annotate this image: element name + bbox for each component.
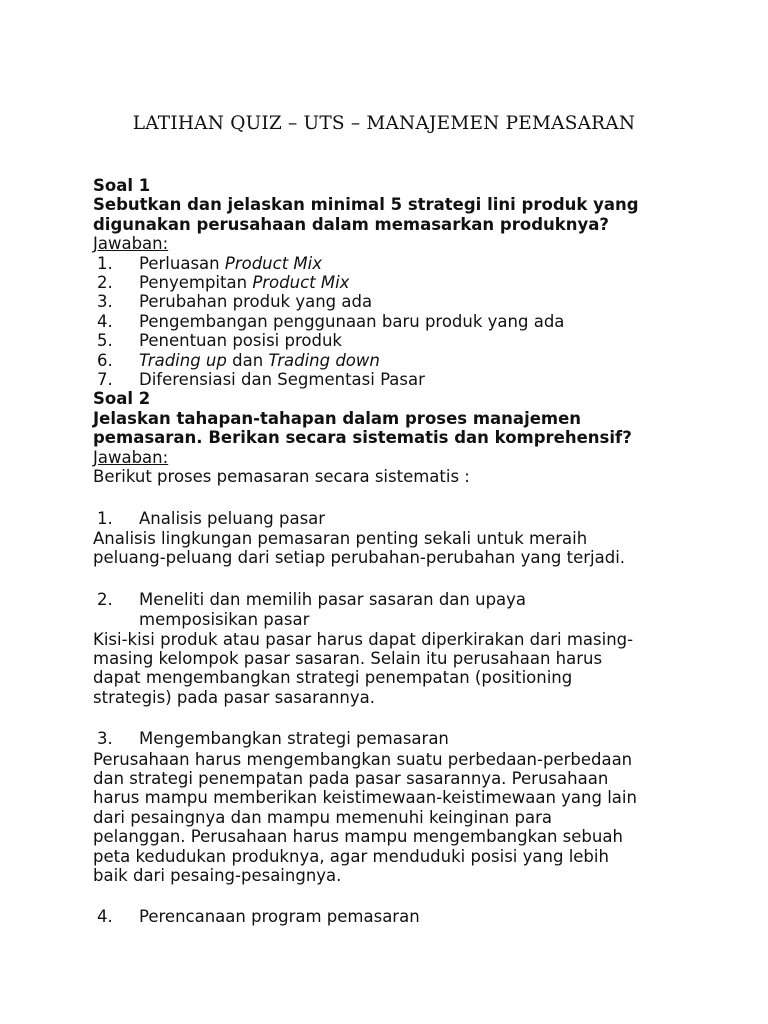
item-text-italic: Trading down bbox=[268, 350, 380, 370]
item-number: 2. bbox=[97, 273, 113, 293]
step-1-heading bbox=[93, 509, 683, 528]
step-3-body-line: Perusahaan harus mengembangkan suatu perbedaan-perbedaan bbox=[93, 749, 633, 769]
step-3-body-line: dari pesaingnya dan mampu memenuhi keinginan para bbox=[93, 807, 552, 827]
document-title: LATIHAN QUIZ – UTS – MANAJEMEN PEMASARAN bbox=[132, 113, 636, 134]
soal1-item-6 bbox=[93, 351, 683, 370]
soal1-question-line-2: digunakan perusahaan dalam memasarkan produknya? bbox=[93, 214, 609, 234]
item-text: Perluasan bbox=[139, 253, 225, 273]
soal1-item-5 bbox=[93, 331, 683, 350]
item-text: Penyempitan bbox=[139, 273, 253, 293]
step-3-heading bbox=[93, 729, 683, 748]
step-3-body-line: dan strategi penempatan pada pasar sasarannya. Perusahaan bbox=[93, 768, 609, 788]
step-3-body-line: baik dari pesaing-pesaingnya. bbox=[93, 866, 342, 885]
soal2-question-line-1: Jelaskan tahapan-tahapan dalam proses manajemen bbox=[93, 408, 582, 428]
step-3-body-line: pelanggan. Perusahaan harus mampu mengembangkan sebuah bbox=[93, 827, 623, 847]
step-2-heading-cont: memposisikan pasar bbox=[139, 610, 310, 630]
step-number: 3. bbox=[97, 729, 113, 749]
step-1-body-line: Analisis lingkungan pemasaran penting sekali untuk meraih bbox=[93, 528, 588, 548]
item-number: 5. bbox=[97, 331, 113, 351]
soal1-answer-label: Jawaban: bbox=[93, 234, 169, 254]
item-text-italic: Trading up bbox=[139, 350, 227, 370]
soal1-item-4 bbox=[93, 312, 683, 331]
step-number: 4. bbox=[97, 907, 113, 927]
step-2-body-line: strategis) pada pasar sasarannya. bbox=[93, 687, 375, 707]
step-heading-text: Mengembangkan strategi pemasaran bbox=[139, 729, 449, 749]
item-text: Pengembangan penggunaan baru produk yang ada bbox=[139, 311, 565, 331]
item-number: 3. bbox=[97, 292, 113, 312]
soal1-question-line-1: Sebutkan dan jelaskan minimal 5 strategi lini produk yang bbox=[93, 195, 639, 215]
soal2-question-line-2: pemasaran. Berikan secara sistematis dan komprehensif? bbox=[93, 428, 632, 448]
item-number: 1. bbox=[97, 253, 113, 273]
item-text: Penentuan posisi produk bbox=[139, 331, 342, 351]
item-number: 4. bbox=[97, 311, 113, 331]
soal2-intro: Berikut proses pemasaran secara sistematis : bbox=[93, 467, 470, 487]
step-2-body-line: Kisi-kisi produk atau pasar harus dapat diperkirakan dari masing- bbox=[93, 629, 634, 649]
item-text-italic: Product Mix bbox=[224, 253, 323, 273]
item-text-italic: Product Mix bbox=[252, 273, 350, 293]
step-heading-text: Perencanaan program pemasaran bbox=[139, 907, 420, 927]
step-3-body-line: harus mampu memberikan keistimewaan-keistimewaan yang lain bbox=[93, 788, 637, 808]
item-text: Perubahan produk yang ada bbox=[139, 292, 373, 312]
document-body bbox=[93, 176, 683, 928]
step-4-heading bbox=[93, 907, 683, 926]
soal1-item-2 bbox=[93, 273, 683, 292]
step-2-body-line: masing kelompok pasar sasaran. Selain itu perusahaan harus bbox=[93, 648, 603, 668]
step-number: 1. bbox=[97, 508, 113, 528]
item-number: 7. bbox=[97, 370, 113, 390]
step-2-heading bbox=[93, 590, 683, 609]
item-text: dan bbox=[226, 350, 269, 370]
soal1-item-3 bbox=[93, 292, 683, 311]
step-number: 2. bbox=[97, 589, 113, 609]
soal2-answer-label: Jawaban: bbox=[93, 447, 169, 467]
soal1-label: Soal 1 bbox=[93, 176, 151, 195]
step-heading-text: Analisis peluang pasar bbox=[139, 508, 326, 528]
item-text: Diferensiasi dan Segmentasi Pasar bbox=[139, 370, 425, 390]
step-3-body-line: peta kedudukan produknya, agar menduduki posisi yang lebih bbox=[93, 846, 609, 866]
soal1-item-1 bbox=[93, 254, 683, 273]
step-1-body-line: peluang-peluang dari setiap perubahan-perubahan yang terjadi. bbox=[93, 548, 626, 568]
soal2-label: Soal 2 bbox=[93, 389, 151, 409]
step-2-body-line: dapat mengembangkan strategi penempatan (positioning bbox=[93, 668, 573, 688]
soal1-item-7 bbox=[93, 370, 683, 389]
step-heading-text: Meneliti dan memilih pasar sasaran dan upaya bbox=[139, 589, 527, 609]
item-number: 6. bbox=[97, 350, 113, 370]
